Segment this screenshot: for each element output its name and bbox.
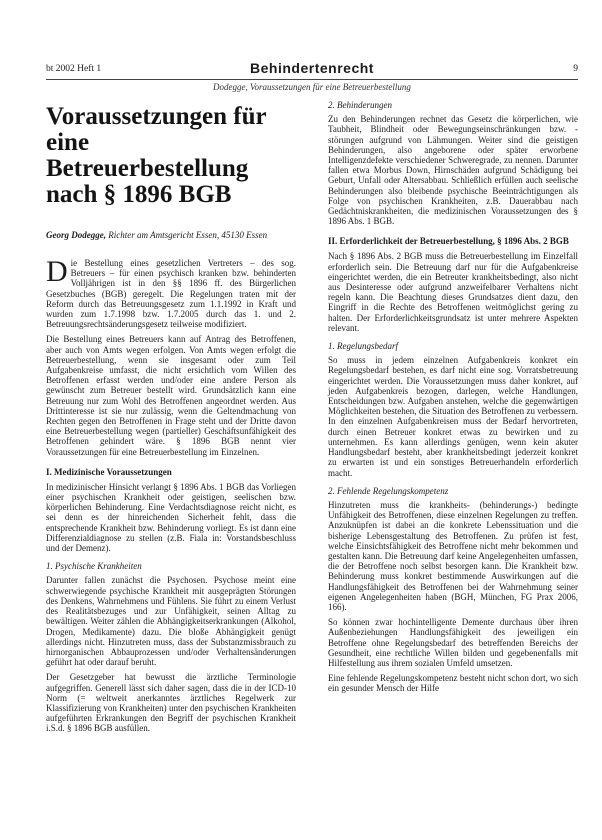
section-heading-1: I. Medizinische Voraussetzungen <box>46 466 172 477</box>
subsection-4-text-a: Hinzutreten muss die krankheits- (behinderungs-) bedingte Unfähigkeit des Betroffenen, diese einzelnen Regelungen zu treffen. Anzuknüpfen ist dabei an die konkrete Lebenssituation und die bisherige Lebensgestaltung des Betroffenen. Zu prüfen ist fest, welche Einsichtsfähigkeit des Betroffene nicht mehr bekommen und gestalten kann. Die Betreuung darf keine Angelegenheiten umfassen, die der Betroffene noch selbst besorgen kann. Die Krankheit bzw. Behinderung muss konkret bestimmende Auswirkungen auf die Handlungsfähigkeit des Betroffenen bei der Wahrnehmung seiner eigenen Angelegenheiten haben (BGH, München, FG Prax 2006, 166). <box>328 499 578 612</box>
subsection-heading-3: 1. Regelungsbedarf <box>328 341 398 352</box>
right-column <box>328 100 578 699</box>
subsection-4-text-c: Eine fehlende Regelungskompetenz besteht nicht schon dort, wo sich ein gesunder Mensch der Hilfe <box>328 673 578 694</box>
left-column <box>46 100 296 739</box>
author-name: Georg Dodegge, <box>46 230 106 240</box>
article-title: Voraussetzungen für eine Betreuerbestellung nach § 1896 BGB <box>46 103 267 208</box>
section-heading-2: II. Erforderlichkeit der Betreuerbestellung, § 1896 Abs. 2 BGB <box>328 236 569 247</box>
page-number: 9 <box>573 64 578 74</box>
header-rule <box>46 79 578 80</box>
section-2-text: Nach § 1896 Abs. 2 BGB muss die Betreuerbestellung im Einzelfall erforderlich sein. Die Betreuung darf nur für die Aufgabenkreise eingerichtet werden, die ein Betreuter krankheitsbedingt, also nicht aus Desinteresse oder aufgrund anzweifelbarer Verhaltens nicht regeln kann. Die Beachtung dieses Grundsatzes dient dazu, den Eingriff in die Rechte des Betroffenen weitmöglichst gering zu halten. Der Erforderlichkeitsgrundsatz ist unter mehrere Aspekten relevant. <box>328 251 578 333</box>
running-header <box>46 62 578 78</box>
intro-text: ie Bestellung eines gesetzlichen Vertreters – des sog. Betreuers – für einen psychisch kranken bzw. behinderten Volljährigen ist in den §§ 1896 ff. des Bürgerlichen Gesetzbuches (BGB) geregelt. Die Regelungen traten mit der Reform durch das Betreuungsgesetz zum 1.1.1992 in Kraft und wurden zum 1.7.1998 bzw. 1.7.2005 durch das 1. und 2. Betreuungsrechtsänderungsgesetz teilweise modifiziert. <box>46 258 296 330</box>
subsection-1-text-b: Der Gesetzgeber hat bewusst die ärztliche Terminologie aufgegriffen. Generell lässt sich daher sagen, dass die in der ICD-10 Norm (= weltweit anerkanntes ärztliches Regelwerk zur Klassifizierung von Krankheiten) unter den psychischen Krankheiten aufgeführten Erkrankungen den Begriff der psychischen Krankheit i.S.d. § 1896 BGB ausfüllen. <box>46 672 296 734</box>
subsection-heading-4: 2. Fehlende Regelungskompetenz <box>328 485 449 496</box>
subsection-heading-2: 2. Behinderungen <box>328 100 392 110</box>
journal-issue: bt 2002 Heft 1 <box>46 64 102 74</box>
subsection-3-text: So muss in jedem einzelnen Aufgabenkreis konkret ein Regelungsbedarf bestehen, es darf nicht eine sog. Vorratsbetreuung eingerichtet werden. Die Voraussetzungen muss daher konkret, auf jeden Aufgabenkreis bezogen, darlegen, welche Handlungen, Entscheidungen bzw. Aufgaben anstehen, welche die gegenwärtigen Möglichkeiten bestehen, die Situation des Betroffenen zu verbessern. In den einzelnen Aufgabenkreisen muss der Bedarf hervortreten, durch einen Betreuer konkret etwas zu bewirken und zu unternehmen. Es kann allerdings genügen, wenn kein akuter Handlungsbedarf besteht, aber krankheitsbedingt jederzeit konkret zu erwarten ist und ein sonstiges Betreuerhandeln erforderlich macht. <box>328 355 578 478</box>
running-subtitle: Dodegge, Voraussetzungen für eine Betreuerbestellung <box>213 82 411 92</box>
drop-cap: D <box>46 255 68 288</box>
section-1-text: In medizinischer Hinsicht verlangt § 1896 Abs. 1 BGB das Vorliegen einer psychischen Krankheit oder geistigen, seelischen bzw. körperlichen Behinderung. Eine Verdachtsdiagnose reicht nicht, es sei denn es der hinreichenden Sicherheit fehlt, dass die entsprechende Krankheit bzw. Behinderung vorliegt. Es ist dann eine Differenzialdiagnose zu stellen (z.B. Fiala in: Vorstandsbeschluss und der Demenz). <box>46 481 296 554</box>
journal-name: Behindertenrecht <box>250 60 374 76</box>
subsection-2-text: Zu den Behinderungen rechnet das Gesetz die körperlichen, wie Taubheit, Blindheit oder Bewegungseinschränkungen bzw. -störungen aufgrund von Lähmungen. Weiter sind die geistigen Behinderungen, also angeborene oder später erworbene Intelligenzdefekte verschiedener Schweregrade, zu nennen. Darunter fallen etwa Morbus Down, Hirnschäden aufgrund Schädigung bei Geburt, Unfall oder Altersabbau. Schließlich erfüllen auch seelische Behinderungen also bleibende psychische Beeinträchtigungen als Folge von psychischen Krankheiten, z.B. Dauerabbau nach Gedächtniskrankheiten, die medizinischen Voraussetzungen des § 1896 Abs. 1 BGB. <box>328 114 578 227</box>
subsection-heading-1: 1. Psychische Krankheiten <box>46 561 142 572</box>
author-line <box>46 230 296 240</box>
intro-paragraph <box>46 255 296 330</box>
subsection-4-text-b: So können zwar hochintelligente Demente durchaus über ihren Außenbeziehungen Handlungsfähigkeit des jeweiligen ein Betroffene ohne Regelungsbedarf des betreffenden Bereichs der Gesundheit, eine rechtliche Willen bilden und gegebenenfalls mit Hilfestellung aus ihrem sozialen Umfeld umsetzen. <box>328 617 578 668</box>
subsection-1-text-a: Darunter fallen zunächst die Psychosen. Psychose meint eine schwerwiegende psychische Krankheit mit ausgeprägten Störungen des Denkens, Wahrnehmens und Fühlens. Sie führt zu einem Verlust des Realitätsbezuges und zur Unfähigkeit, seinen Alltag zu bewältigen. Weiter zählen die Abhängigkeitserkrankungen (Alkohol, Drogen, Medikamente) dazu. Die bloße Abhängigkeit genügt allerdings nicht. Hinzutreten muss, dass der Substanzmissbrauch zu hirnorganischen Abbauprozessen und/oder Verhaltensänderungen geführt hat oder darauf beruht. <box>46 575 296 668</box>
author-role: Richter am Amtsgericht Essen, 45130 Essen <box>108 230 268 240</box>
intro-paragraph-2: Die Bestellung eines Betreuers kann auf Antrag des Betroffenen, aber auch von Amts wegen erfolgen. Von Amts wegen erfolgt die Betreuerbestellung, wenn sie insgesamt oder zum Teil Aufgabenkreise umfasst, die nicht ersichtlich vom Willen des Betroffenen erfasst werden und/oder eine andere Person als gewünscht zum Betreuer bestellt wird. Grundsätzlich kann eine Betreuung nur zum Wohl des Betroffenen angeordnet werden. Aus Drittinteresse ist sie nur zulässig, wenn die Geltendmachung von Rechten gegen den Betroffenen in Frage steht und der Dritte davon eine Betreuerbestellung wegen (partieller) Geschäftsunfähigkeit des Betroffenen gehindert wäre. § 1896 BGB nennt vier Voraussetzungen für eine Betreuerbestellung im Einzelnen. <box>46 334 296 457</box>
